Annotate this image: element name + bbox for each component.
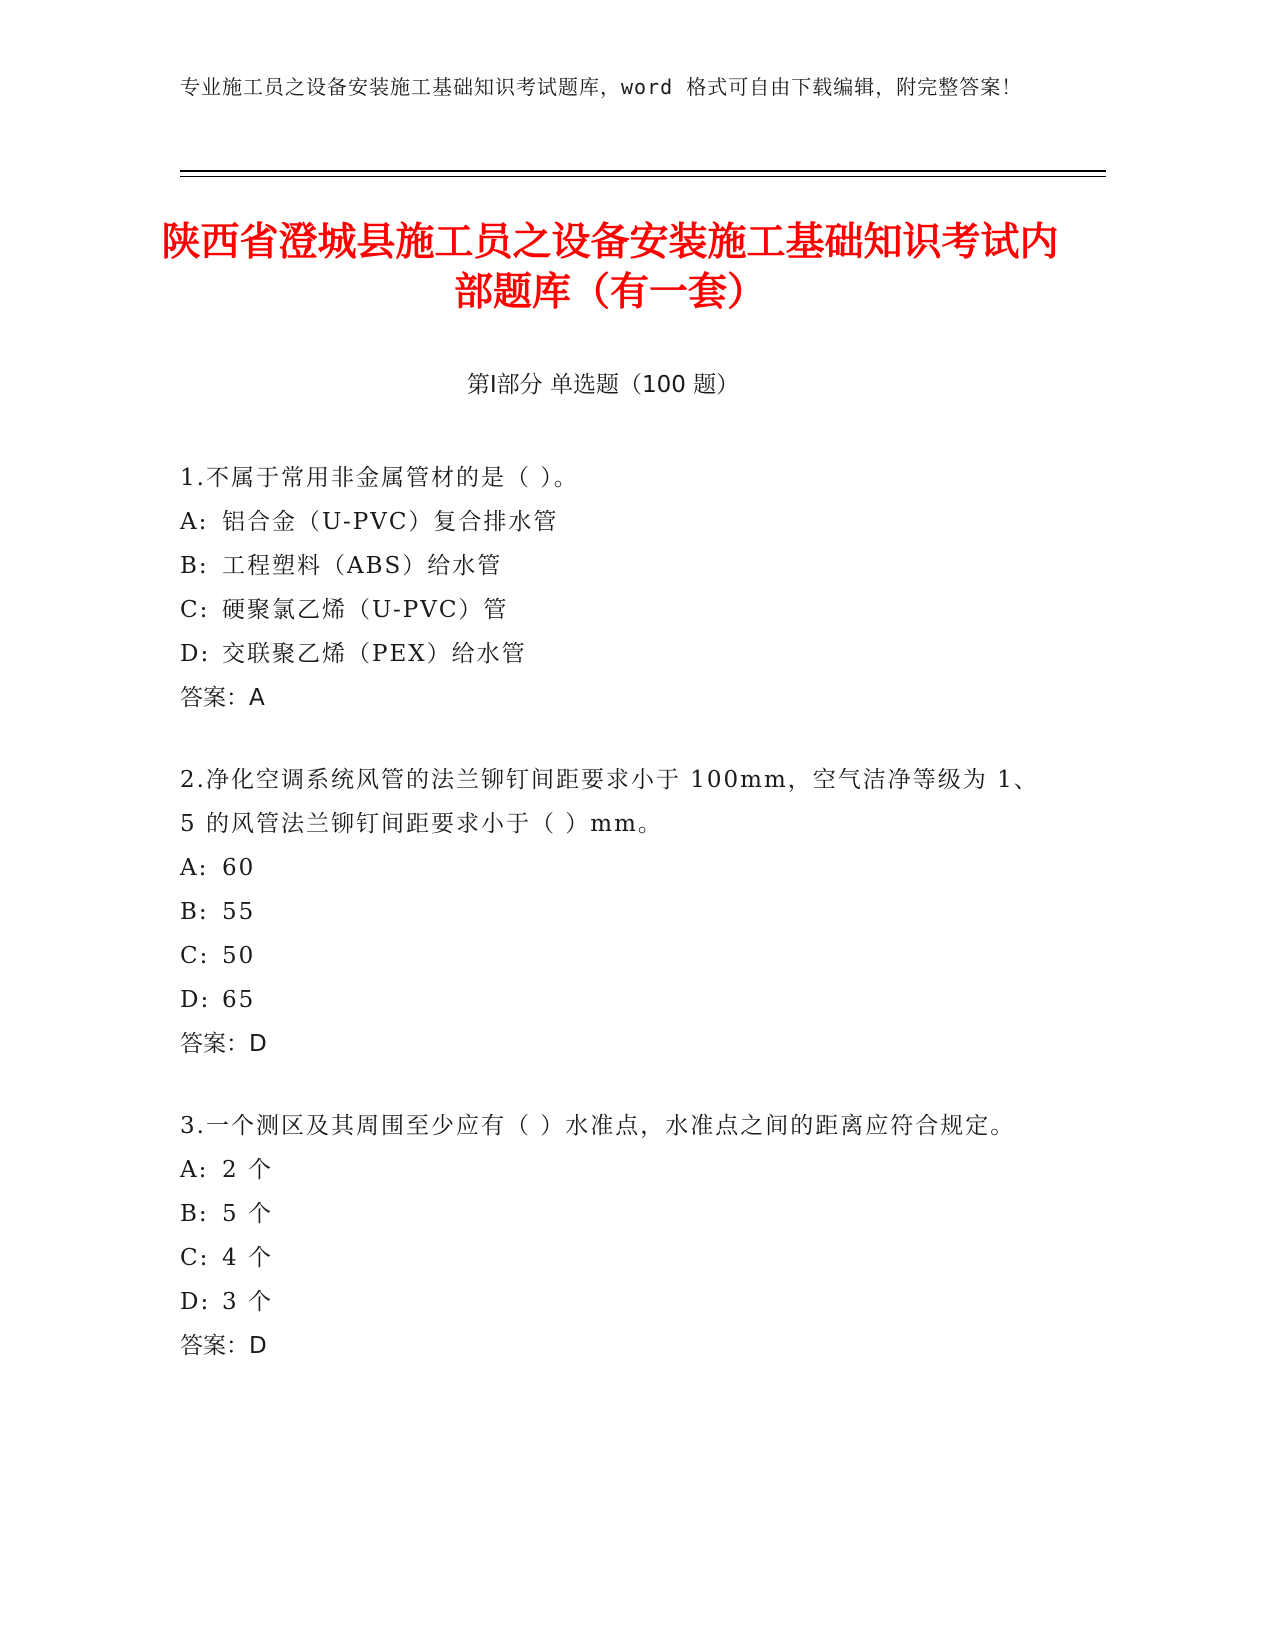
option-b [180, 890, 1040, 934]
answer: 答案：D [180, 1031, 267, 1057]
option-a [180, 500, 1040, 544]
option-text: 65 [222, 987, 256, 1013]
header-note: 专业施工员之设备安装施工基础知识考试题库，word 格式可自由下载编辑，附完整答案！ [180, 75, 1023, 99]
question-stem: 3.一个测区及其周围至少应有（ ）水准点，水准点之间的距离应符合规定。 [180, 1113, 1016, 1139]
option-letter: D: [180, 1289, 211, 1315]
option-text: 5 个 [222, 1201, 273, 1227]
option-text: 工程塑料（ABS）给水管 [222, 553, 503, 579]
question-1 [180, 456, 1040, 720]
option-a [180, 846, 1040, 890]
option-letter: B: [180, 553, 209, 579]
option-text: 交联聚乙烯（PEX）给水管 [222, 641, 527, 667]
option-letter: A: [180, 509, 209, 535]
option-text: 2 个 [222, 1157, 273, 1183]
option-d [180, 632, 1040, 676]
document-title: 陕西省澄城县施工员之设备安装施工基础知识考试内部题库（有一套） [161, 220, 1059, 315]
option-c [180, 934, 1040, 978]
option-letter: B: [180, 899, 209, 925]
option-letter: C: [180, 597, 210, 623]
option-letter: D: [180, 987, 211, 1013]
option-letter: C: [180, 943, 210, 969]
option-a [180, 1148, 1040, 1192]
question-stem: 1.不属于常用非金属管材的是（ ）。 [180, 465, 579, 491]
option-c [180, 1236, 1040, 1280]
option-text: 3 个 [222, 1289, 273, 1315]
option-c [180, 588, 1040, 632]
option-text: 50 [222, 943, 256, 969]
option-letter: D: [180, 641, 211, 667]
question-list [180, 456, 1040, 1406]
option-b [180, 544, 1040, 588]
option-letter: C: [180, 1245, 210, 1271]
option-letter: A: [180, 1157, 209, 1183]
option-b [180, 1192, 1040, 1236]
header-rule-thick [180, 170, 1106, 172]
option-letter: B: [180, 1201, 209, 1227]
option-text: 55 [222, 899, 256, 925]
question-2 [180, 758, 1040, 1066]
option-text: 4 个 [222, 1245, 273, 1271]
option-text: 铝合金（U-PVC）复合排水管 [222, 509, 559, 535]
question-3 [180, 1104, 1040, 1368]
option-text: 硬聚氯乙烯（U-PVC）管 [222, 597, 509, 623]
option-d [180, 978, 1040, 1022]
header-rule-thin [180, 176, 1106, 177]
answer: 答案：D [180, 1333, 267, 1359]
section-title: 第Ⅰ部分 单选题（100 题） [466, 372, 740, 398]
option-d [180, 1280, 1040, 1324]
option-letter: A: [180, 855, 209, 881]
answer: 答案：A [180, 685, 265, 711]
question-stem: 2.净化空调系统风管的法兰铆钉间距要求小于 100mm，空气洁净等级为 1、5 的风管法兰铆钉间距要求小于（ ）mm。 [180, 767, 1039, 837]
option-text: 60 [222, 855, 256, 881]
